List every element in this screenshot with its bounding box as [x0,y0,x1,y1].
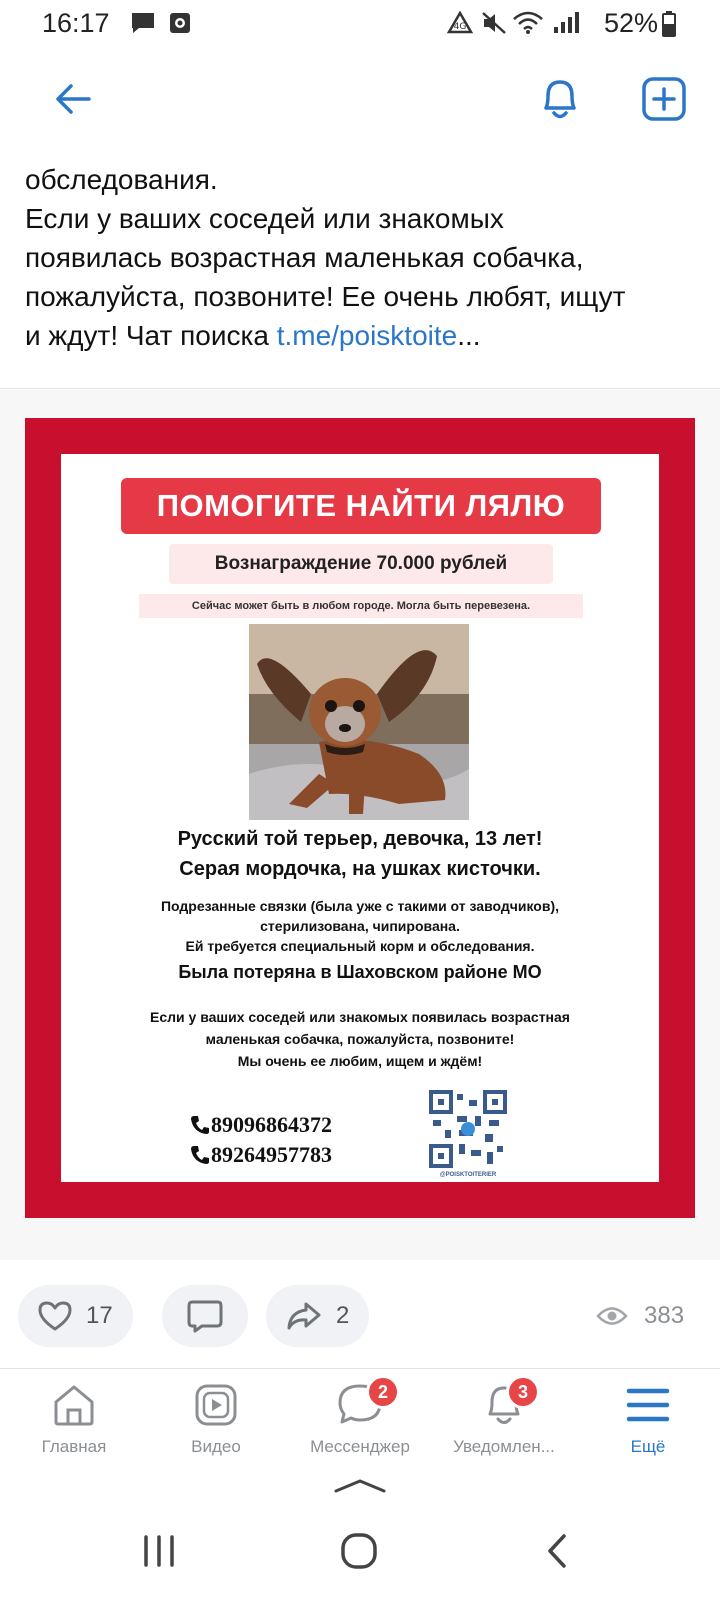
video-icon [193,1382,239,1428]
share-button[interactable] [266,1285,369,1347]
phone-number: 89096864372 [211,1112,332,1137]
post-text [25,160,705,355]
add-post-button[interactable] [639,74,689,124]
poster-breed [61,824,659,884]
breed-line: Русский той терьер, девочка, 13 лет! [177,828,543,850]
app-header [0,46,720,150]
ellipsis: ... [457,320,481,351]
phone-row [189,1140,332,1170]
battery-percent: 52% [604,8,659,38]
view-count: 383 [644,1302,685,1329]
wifi-icon [512,11,544,40]
share-icon [286,1301,322,1331]
status-time: 16:17 [42,8,110,38]
details-line: Подрезанные связки (была уже с такими от заводчиков), [160,898,560,914]
notifications-badge: 3 [506,1375,540,1409]
divider [0,388,720,389]
mute-icon [480,11,508,40]
nav-video[interactable] [146,1375,286,1457]
back-chevron-icon[interactable] [544,1532,570,1570]
phone-icon [189,1114,211,1136]
recents-icon[interactable] [142,1534,176,1568]
qr-code [429,1090,507,1168]
post-image[interactable] [0,390,720,1260]
poster-lost-location: Была потеряна в Шаховском районе МО [178,962,542,982]
comment-icon [186,1298,224,1334]
details-line: Ей требуется специальный корм и обследования. [185,938,535,954]
status-bar [0,0,720,46]
app-notification-icon [168,11,192,40]
phone-row [189,1110,332,1140]
eye-icon [596,1305,628,1327]
phone-icon [189,1144,211,1166]
messenger-badge: 2 [366,1375,400,1409]
home-icon [51,1382,97,1428]
nav-label: Мессенджер [310,1437,410,1456]
notifications-button[interactable] [535,74,585,124]
like-button[interactable] [18,1285,133,1347]
breed-line: Серая мордочка, на ушках кисточки. [179,858,541,880]
system-nav [0,1464,720,1600]
post-line: обследования. [25,164,218,195]
poster-plea [61,1006,659,1072]
post-line: пожалуйста, позвоните! Ее очень любят, ищут [25,281,626,312]
post-line-text: и ждут! Чат поиска [25,320,277,351]
chat-link[interactable]: t.me/poisktoite [276,320,458,351]
battery-icon [662,11,676,42]
nav-notifications[interactable] [434,1375,574,1457]
nav-label: Ещё [630,1437,666,1456]
post-line: появилась возрастная маленькая собачка, [25,242,584,273]
back-button[interactable] [48,74,98,124]
phone-number: 89264957783 [211,1142,332,1167]
heart-icon [38,1301,72,1331]
plea-line: Мы очень ее любим, ищем и ждём! [237,1053,483,1069]
poster-content [61,454,659,1182]
nav-label: Уведомлен... [453,1437,555,1456]
recycle-icon [446,11,474,40]
dog-photo [249,624,469,820]
plea-line: Если у ваших соседей или знакомых появилась возрастная [150,1009,570,1025]
post-line: Если у ваших соседей или знакомых [25,203,504,234]
add-square-icon [641,76,687,122]
message-icon [130,11,156,40]
views-counter [596,1302,684,1330]
details-line: стерилизована, чипирована. [260,918,460,934]
bottom-nav [0,1368,720,1464]
poster-note: Сейчас может быть в любом городе. Могла быть перевезена. [139,594,583,618]
signal-icon [550,11,580,40]
qr-handle: @POISKTOITERIER [439,1172,497,1178]
poster-phones [189,1110,332,1170]
nav-label: Видео [191,1437,241,1456]
post-actions [0,1262,720,1362]
post-line-last [25,316,705,355]
home-circle-icon[interactable] [340,1532,378,1570]
poster-reward: Вознаграждение 70.000 рублей [169,544,553,584]
panel-handle-icon[interactable] [333,1478,387,1494]
comment-button[interactable] [162,1285,248,1347]
nav-more[interactable] [578,1375,718,1457]
nav-home[interactable] [4,1375,144,1457]
back-arrow-icon [53,81,93,117]
nav-label: Главная [41,1437,107,1456]
bell-icon [538,76,582,122]
menu-icon [626,1385,670,1425]
plea-line: маленькая собачка, пожалуйста, позвоните! [205,1031,515,1047]
nav-messenger[interactable] [290,1375,430,1457]
like-count: 17 [86,1302,113,1329]
svg-text:4G: 4G [453,22,467,32]
poster-details [61,896,659,956]
poster-frame [25,418,695,1218]
share-count: 2 [336,1302,350,1329]
poster-title: ПОМОГИТЕ НАЙТИ ЛЯЛЮ [121,478,601,534]
